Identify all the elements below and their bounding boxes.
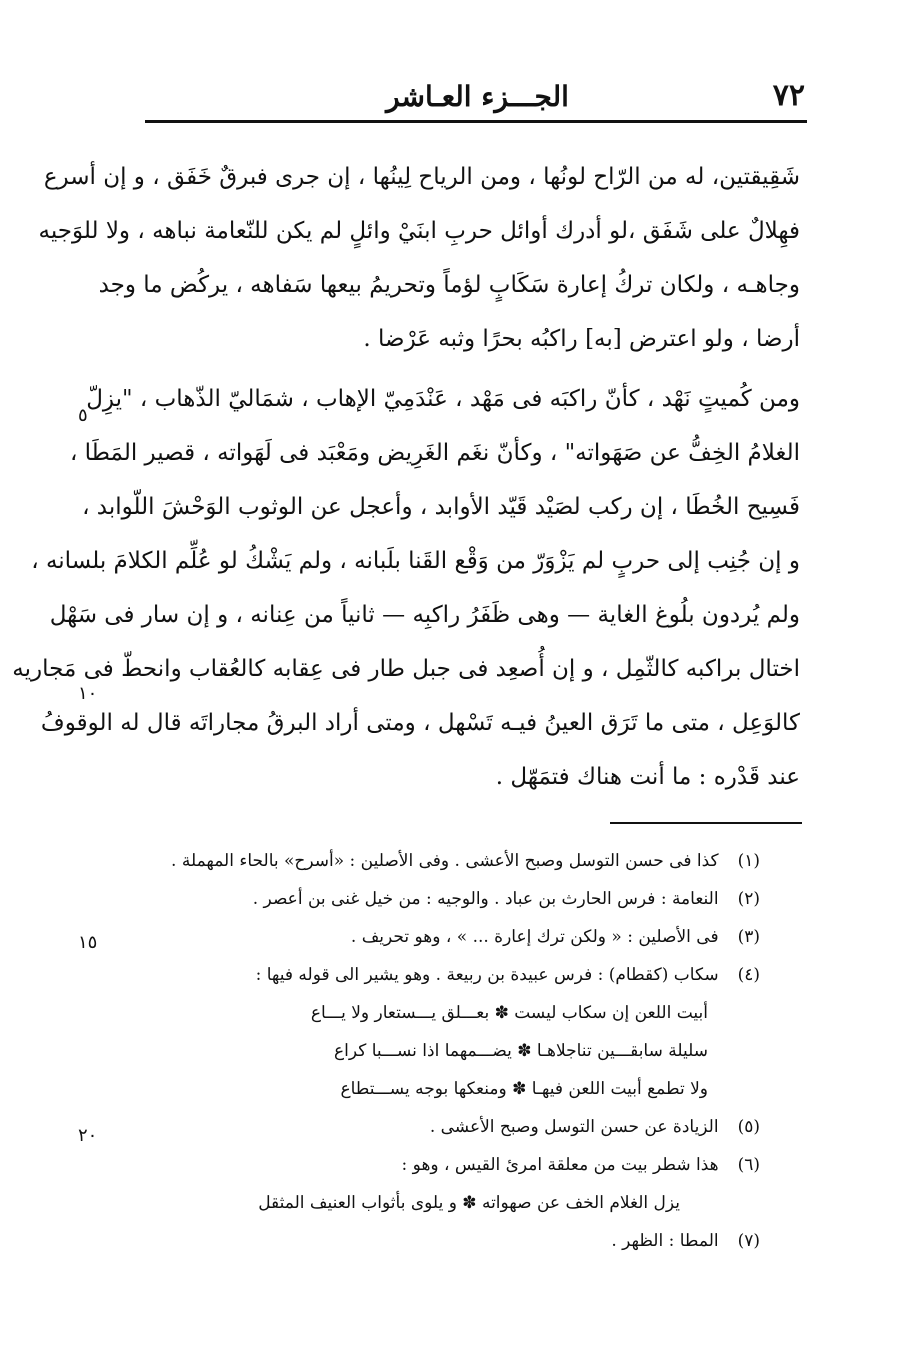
footnote [170,1146,760,1184]
footnote-number: (٥) [737,1117,760,1137]
verse-line: سليلة سابقـــين تناجلاهـا ✽ يضـــمهما اذا نســـبا كراع [334,1041,708,1061]
text-line: اختال براكبه كالثّمِل ، و إن أُصعِد فى جبل طار فى عِقابه كالعُقاب وانحطّ فى مَجاريه [12,656,800,682]
line-number: ١٠ [78,683,98,704]
header-rule [145,120,807,123]
footnote-number: (٤) [737,965,760,985]
footnotes [170,842,760,1260]
footnote-text: سكاب (كقطام) : فرس عبيدة بن ربيعة . وهو يشير الى قوله فيها : [255,965,719,985]
footnote-number: (٢) [737,889,760,909]
text-line: وجاهـه ، ولكان تركُ إعارة سَكَابٍ لؤماً وتحريمُ بيعها سَفاهه ، يركُض ما وجد [98,272,800,298]
text-line: أرضا ، ولو اعترض [به] راكبُه بحرًا وثبه عَرْضا . [363,326,800,352]
running-head: الجـــزء العـاشر [386,80,569,113]
footnote [170,842,760,880]
footnote [170,1222,760,1260]
verse-line: يزل الغلام الخف عن صهواته ✽ و يلوى بأثواب العنيف المثقل [258,1193,680,1213]
text-line: الغلامُ الخِفُّ عن صَهَواته" ، وكأنّ نغَم الغَرِيض ومَعْبَد فى لَهَواته ، قصير المَطَا ، [69,440,800,466]
footnote-text: المطا : الظهر . [611,1231,719,1251]
footnote [170,918,760,956]
footnote-text: فى الأصلين : « ولكن ترك إعارة ... » ، وهو تحريف . [350,927,719,947]
footnote-number: (٦) [737,1155,760,1175]
line-number: ٢٠ [78,1125,98,1146]
footnote-number: (٣) [737,927,760,947]
page-number: ٧٢ [772,78,805,113]
footnote-text: الزيادة عن حسن التوسل وصبح الأعشى . [429,1117,719,1137]
footnote [170,956,760,994]
footnote-text: هذا شطر بيت من معلقة امرئ القيس ، وهو : [401,1155,719,1175]
paragraph-1 [38,150,800,366]
verse-line: ولا تطمع أبيت اللعن فيهـا ✽ ومنعكها بوجه يســـتطاع [340,1079,708,1099]
text-line: ومن كُميتٍ نَهْد ، كأنّ راكبَه فى مَهْد ، عَنْدَمِيّ الإهاب ، شمَاليّ الذّهاب ، "يزِلّ [86,386,800,412]
text-line: فهِلالٌ على شَفَق ،لو أدرك أوائل حربِ ابنَيْ وائلٍ لم يكن للنّعامة نباهه ، ولا للوَجيه [38,218,800,244]
text-line: ولم يُردون بلُوغ الغاية — وهى ظَفَرُ راكبِه — ثانياً من عِنانه ، و إن سار فى سَهْل [49,602,800,628]
footnote-number: (١) [737,851,760,871]
footnote-text: كذا فى حسن التوسل وصبح الأعشى . وفى الأصلين : «أسرح» بالحاء المهملة . [171,851,719,871]
text-line: و إن جُنِب إلى حربٍ لم يَزْوَرّ من وَقْع القَنا بلَبانه ، ولم يَشْكُ لو عُلِّم الكلامَ بلسانه ، [31,548,800,574]
footnote-number: (٧) [737,1231,760,1251]
footnote-text: النعامة : فرس الحارث بن عباد . والوجيه : من خيل غنى بن أعصر . [252,889,719,909]
text-line: شَقِيقتين، له من الرّاح لونُها ، ومن الرياح لِينُها ، إن جرى فبرقٌ خَفَق ، و إن أسرع [43,164,800,190]
page-header [150,78,805,118]
footnote [170,1108,760,1146]
footnote-rule [610,822,802,824]
line-number: ٥ [78,405,88,426]
line-number: ١٥ [78,932,98,953]
verse-line: أبيت اللعن إن سكاب ليست ✽ بعـــلق يـــستعار ولا يـــاع [310,1003,708,1023]
text-line: كالوَعِل ، متى ما تَرَق العينُ فيـه تَسْهل ، ومتى أراد البرقُ مجاراتَه قال له الوقوفُ [40,710,800,736]
text-line: فَسِيح الخُطَا ، إن ركب لصَيْد قَيّد الأوابد ، وأعجل عن الوثوب الوَحْشَ اللّوابد ، [82,494,800,520]
footnote [170,880,760,918]
text-line: عند قَدْره : ما أنت هناك فتمَهّل . [495,764,800,790]
